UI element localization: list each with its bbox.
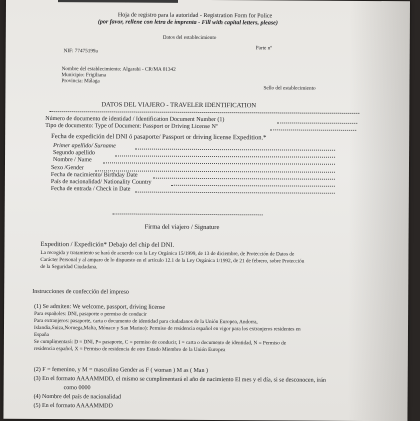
field-gender-label: Sexo /Gender bbox=[50, 165, 84, 172]
instruction-1: (1) Se admiten: We welcome, passport, driving license bbox=[34, 303, 166, 311]
field-doc-type-input[interactable] bbox=[270, 129, 356, 131]
legal-line-1: La recogida y tratamiento se hará de acuerdo con la Ley Orgánica 15/1999, de 13 de diciembre, de Protección de Datos de bbox=[40, 249, 295, 258]
form-subtitle: (por favor, rellene con letra de imprenta - Fill with capital letters, please) bbox=[97, 19, 278, 27]
expedition-note: Expedition / Expedición* Debajo del chip del DNI. bbox=[40, 240, 175, 249]
municipality: Municipio: Frigiliana bbox=[61, 72, 107, 79]
legal-line-3: de la Seguridad Ciudadana. bbox=[40, 263, 98, 271]
stamp-label: Sello del establecimiento bbox=[263, 85, 316, 92]
instruction-1-codes: Se cumplimentará: D = DNI, P= pasaporte, C = permiso de conducir, I = carta o documento de identidad, N = Permiso de bbox=[33, 338, 287, 347]
instruction-1-foreign: Para extranjeros: pasaporte, carta o documento de identidad para ciudadanos de la Unión Europea, Andorra, bbox=[34, 317, 258, 326]
instruction-3-cont: como 0000 bbox=[63, 385, 91, 392]
province: Provincia: Málaga bbox=[61, 78, 100, 85]
top-mark bbox=[58, 0, 178, 3]
field-nationality-input[interactable] bbox=[171, 185, 335, 187]
field-second-surname-label: Segundo apellido bbox=[53, 150, 95, 157]
field-second-surname-input[interactable] bbox=[115, 155, 335, 157]
instruction-1-spain: España bbox=[33, 331, 49, 339]
field-surname-input[interactable] bbox=[135, 149, 335, 151]
field-birthday-label: Fecha de nacimiento/ Birthday Date bbox=[50, 172, 138, 179]
signature-label: Firma del viajero / Signature bbox=[144, 223, 220, 232]
instructions-title: Instrucciones de confección del impreso bbox=[32, 288, 129, 296]
signature-line[interactable] bbox=[113, 213, 263, 215]
section-divider bbox=[49, 111, 359, 114]
field-surname-label: Primer apellido/ Surname bbox=[53, 143, 116, 150]
registration-form-paper bbox=[3, 0, 410, 421]
part-number-label: Parte nº bbox=[255, 45, 272, 52]
nif-text: NIF: 77475199a bbox=[63, 48, 98, 55]
field-id-number-label: Número de documento de identidad / Identification Document Number (1) bbox=[45, 116, 225, 124]
instruction-5: (5) En el formato AAAAMMDD bbox=[33, 402, 113, 410]
instruction-1-foreign-cont: Islandia,Suiza,Noruega,Malta, Mónaco y San Marino): Permiso de residencia español en vigor para los extranjeros residentes en bbox=[33, 324, 301, 333]
lighting-shade bbox=[347, 1, 410, 421]
field-name-label: Nombre / Name bbox=[53, 157, 92, 164]
instruction-4: (4) Nombre del país de nacionalidad bbox=[33, 393, 122, 401]
form-title: Hoja de registro para la autoridad - Registration Form for Police bbox=[117, 12, 273, 20]
field-checkin-label: Fecha de entrada / Check in Date bbox=[50, 186, 131, 193]
establishment-name: Nombre del establecimiento: Algarabi - CR/MA 01342 bbox=[61, 66, 176, 73]
legal-line-2: Carácter Personal y al amparo de lo dispuesto en el artículo 12.1 de la Ley Orgánica 1/1992, de 21 de febrero, sobre Protección bbox=[40, 256, 305, 265]
establishment-data-label: Datos del establecimiento bbox=[162, 34, 217, 42]
field-expedition-label: Fecha de expedición del DNI ó pasaporte/ Passport or driving license Expedition.* bbox=[51, 133, 267, 142]
field-checkin-input[interactable] bbox=[135, 192, 335, 194]
field-birthday-input[interactable] bbox=[153, 178, 335, 180]
field-doc-type-label: Tipo de documento: Type of Document: Passport or Driving License Nº bbox=[45, 123, 218, 131]
field-name-input[interactable] bbox=[103, 162, 335, 164]
instruction-3: (3) En el formato AAAAMMDD, el mismo se cumplimentará el año de nacimiento El mes y el día, si se desconocen, irán bbox=[33, 375, 326, 384]
instruction-1-codes-cont: residencia español, X = Permiso de residencia de otro Estado Miembro de la Unión Europea bbox=[33, 345, 226, 354]
instruction-2: (2) F = femenino, y M = masculino Gender as F ( woman ) M as ( Man ) bbox=[33, 366, 208, 375]
field-nationality-label: País de nacionalidad/ Nationality Country bbox=[50, 179, 152, 186]
field-id-number-input[interactable] bbox=[277, 122, 357, 123]
instruction-1-spanish: Para españoles: DNI, pasaporte o permiso de conducir bbox=[34, 310, 147, 318]
traveler-section-title: DATOS DEL VIAJERO - TRAVELER IDENTIFICATION bbox=[101, 101, 257, 110]
